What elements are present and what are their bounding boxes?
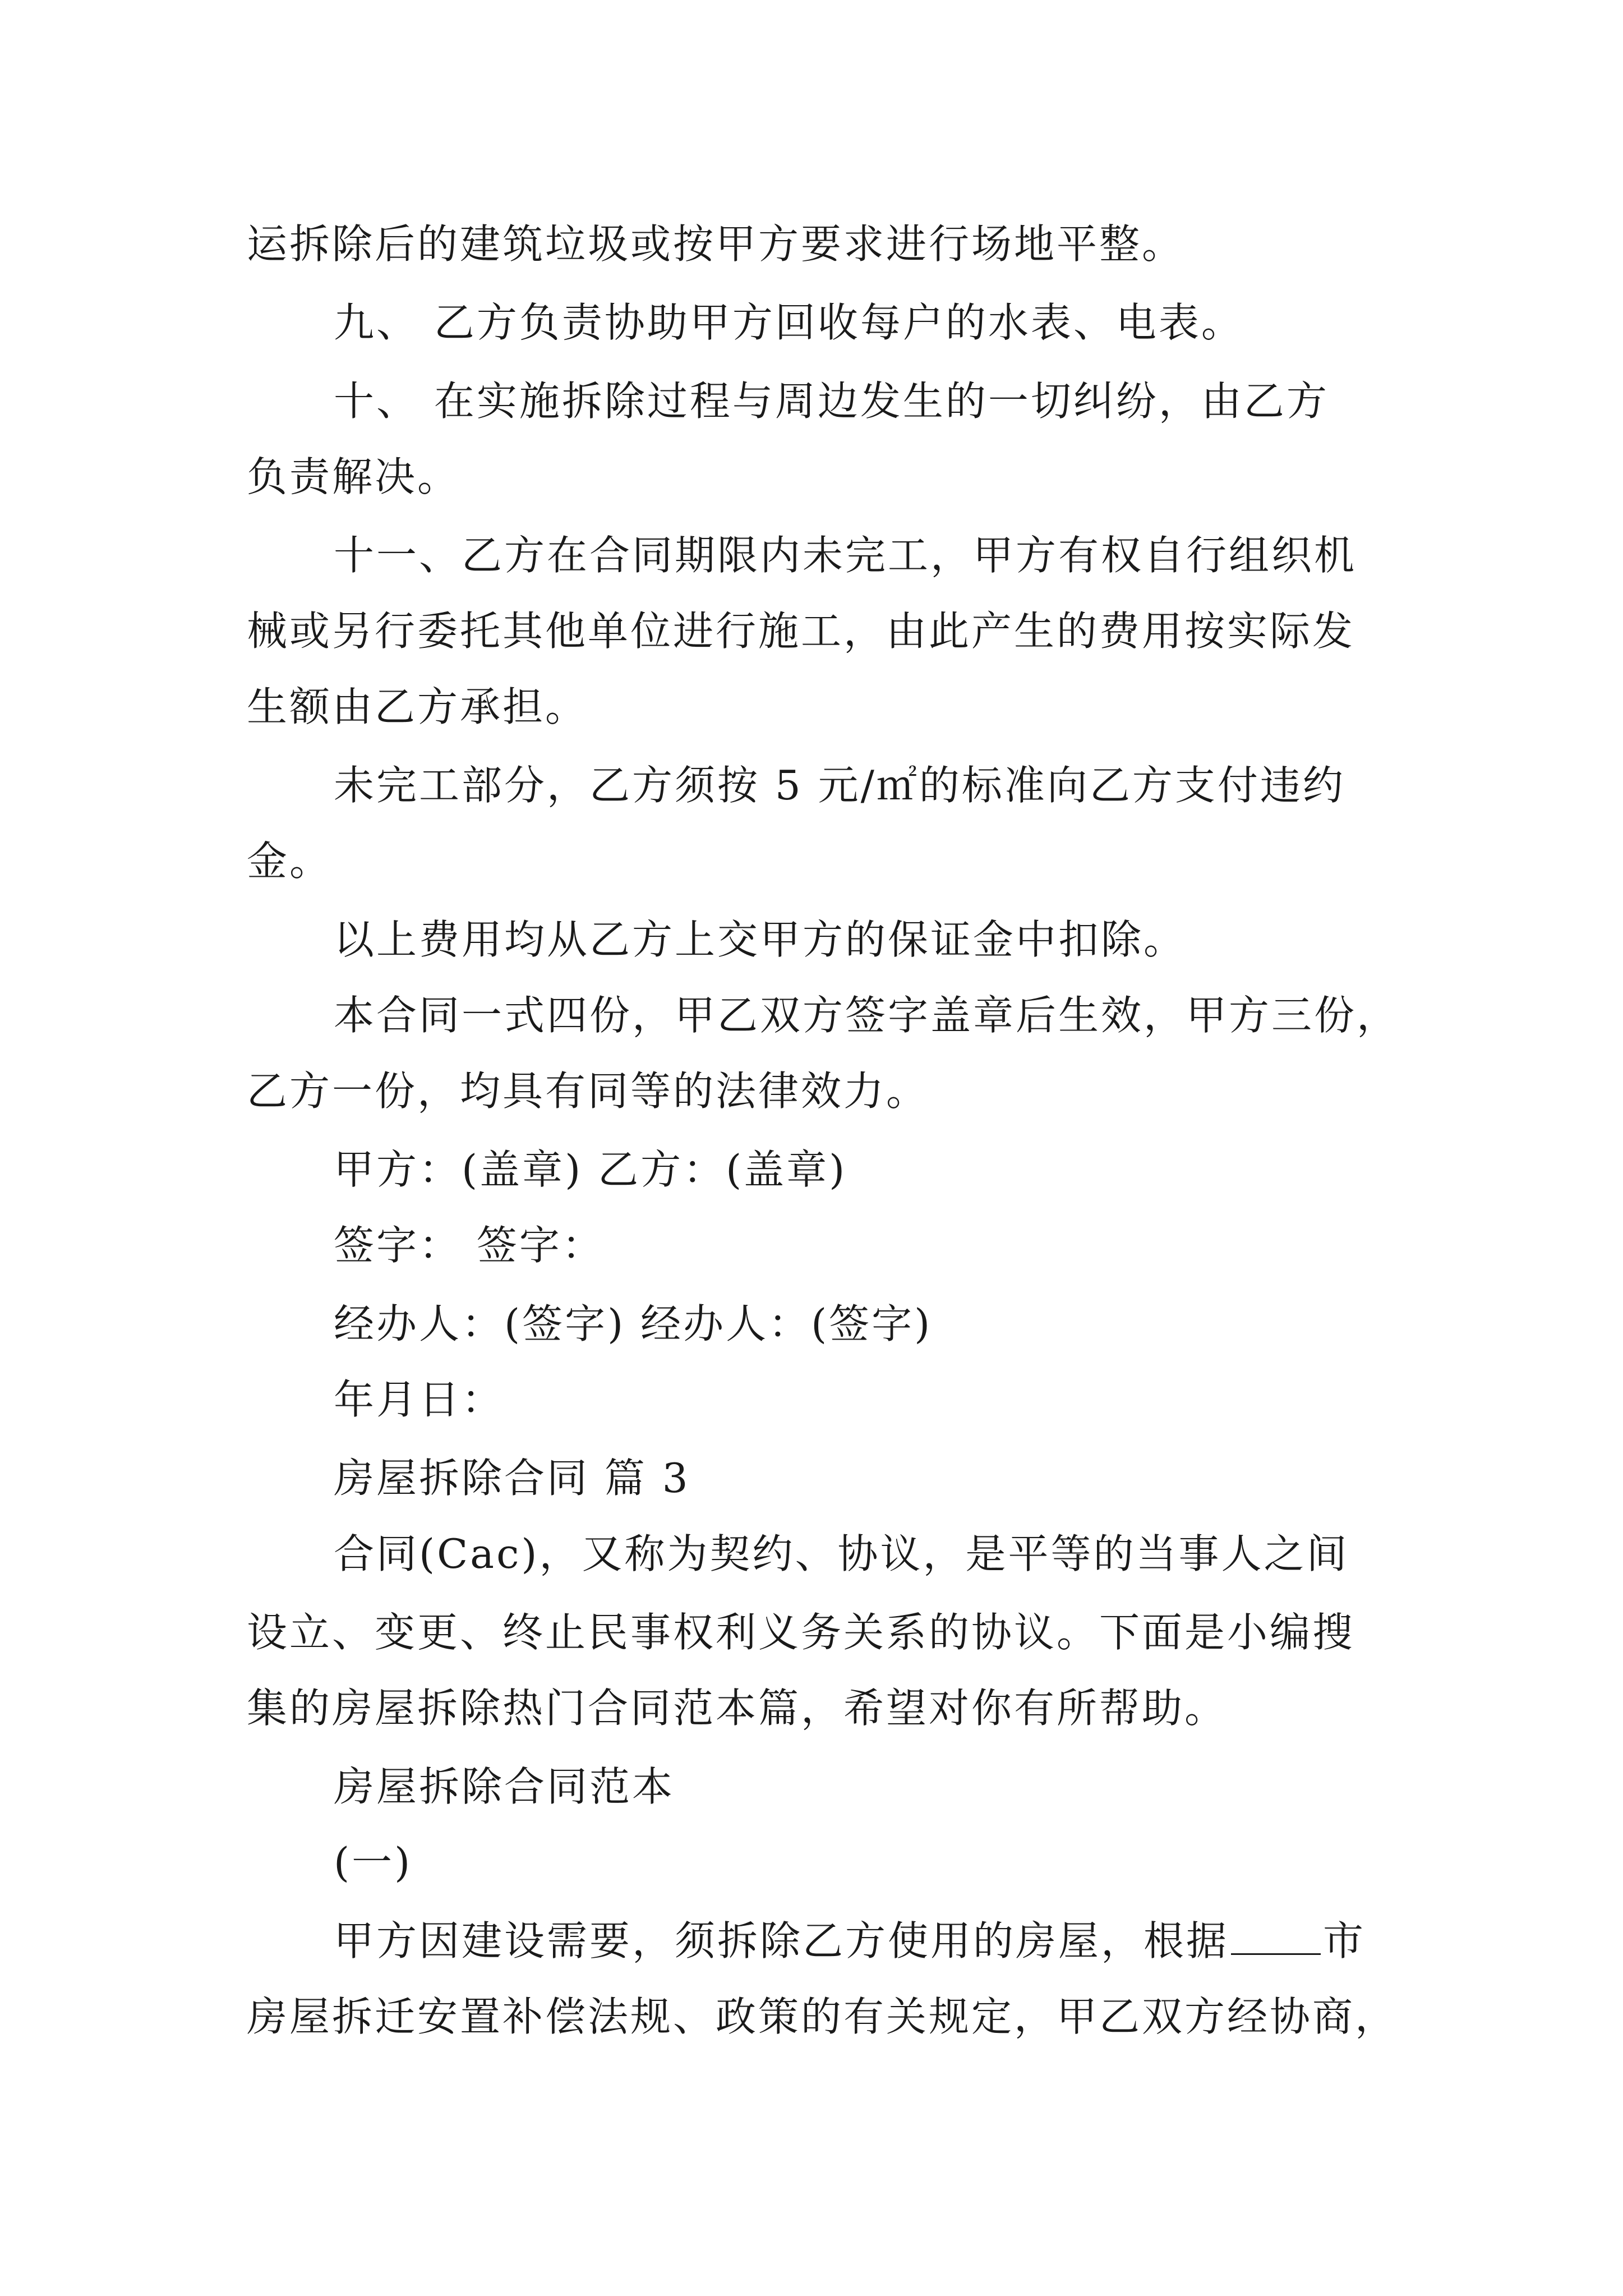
- text-line: 乙方一份，均具有同等的法律效力。: [247, 1068, 929, 1115]
- template-heading: 房屋拆除合同范本: [334, 1763, 675, 1810]
- date-line: 年月日：: [334, 1376, 505, 1423]
- agent-signature-line: 经办人：(签字) 经办人：(签字): [334, 1300, 933, 1347]
- signature-line: 签字： 签字：: [334, 1222, 605, 1269]
- text-line: 运拆除后的建筑垃圾或按甲方要求进行场地平整。: [247, 220, 1185, 268]
- part-number: (一): [334, 1839, 413, 1886]
- text-line: 金。: [247, 838, 333, 885]
- penalty-paragraph: 未完工部分，乙方须按 5 元/㎡的标准向乙方支付违约: [334, 762, 1345, 809]
- text-line: 负责解决。: [247, 453, 460, 500]
- text-segment: 市: [1323, 1917, 1366, 1964]
- clause-9: 九、 乙方负责协助甲方回收每户的水表、电表。: [334, 299, 1244, 346]
- copies-paragraph: 本合同一式四份，甲乙双方签字盖章后生效，甲方三份，: [334, 992, 1400, 1039]
- party-seal-line: 甲方：(盖章) 乙方：(盖章): [334, 1146, 847, 1193]
- text-line: 生额由乙方承担。: [247, 683, 588, 730]
- intro-paragraph: 合同(Cac)，又称为契约、协议，是平等的当事人之间: [334, 1530, 1349, 1577]
- text-line: 械或另行委托其他单位进行施工，由此产生的费用按实际发: [247, 608, 1355, 655]
- text-line: 设立、变更、终止民事权利义务关系的协议。下面是小编搜: [247, 1609, 1355, 1656]
- fill-in-blank: [1231, 1920, 1321, 1955]
- text-line: 房屋拆迁安置补偿法规、政策的有关规定，甲乙双方经协商，: [247, 1993, 1398, 2040]
- contract-opening-line: [334, 1913, 1366, 1969]
- deduction-paragraph: 以上费用均从乙方上交甲方的保证金中扣除。: [334, 916, 1187, 963]
- text-line: 集的房屋拆除热门合同范本篇，希望对你有所帮助。: [247, 1685, 1228, 1732]
- text-segment: 甲方因建设需要，须拆除乙方使用的房屋，根据: [334, 1917, 1229, 1964]
- clause-11: 十一、乙方在合同期限内未完工，甲方有权自行组织机: [334, 532, 1357, 579]
- clause-10: 十、 在实施拆除过程与周边发生的一切纠纷，由乙方: [334, 378, 1329, 425]
- section-title: 房屋拆除合同 篇 3: [334, 1455, 690, 1502]
